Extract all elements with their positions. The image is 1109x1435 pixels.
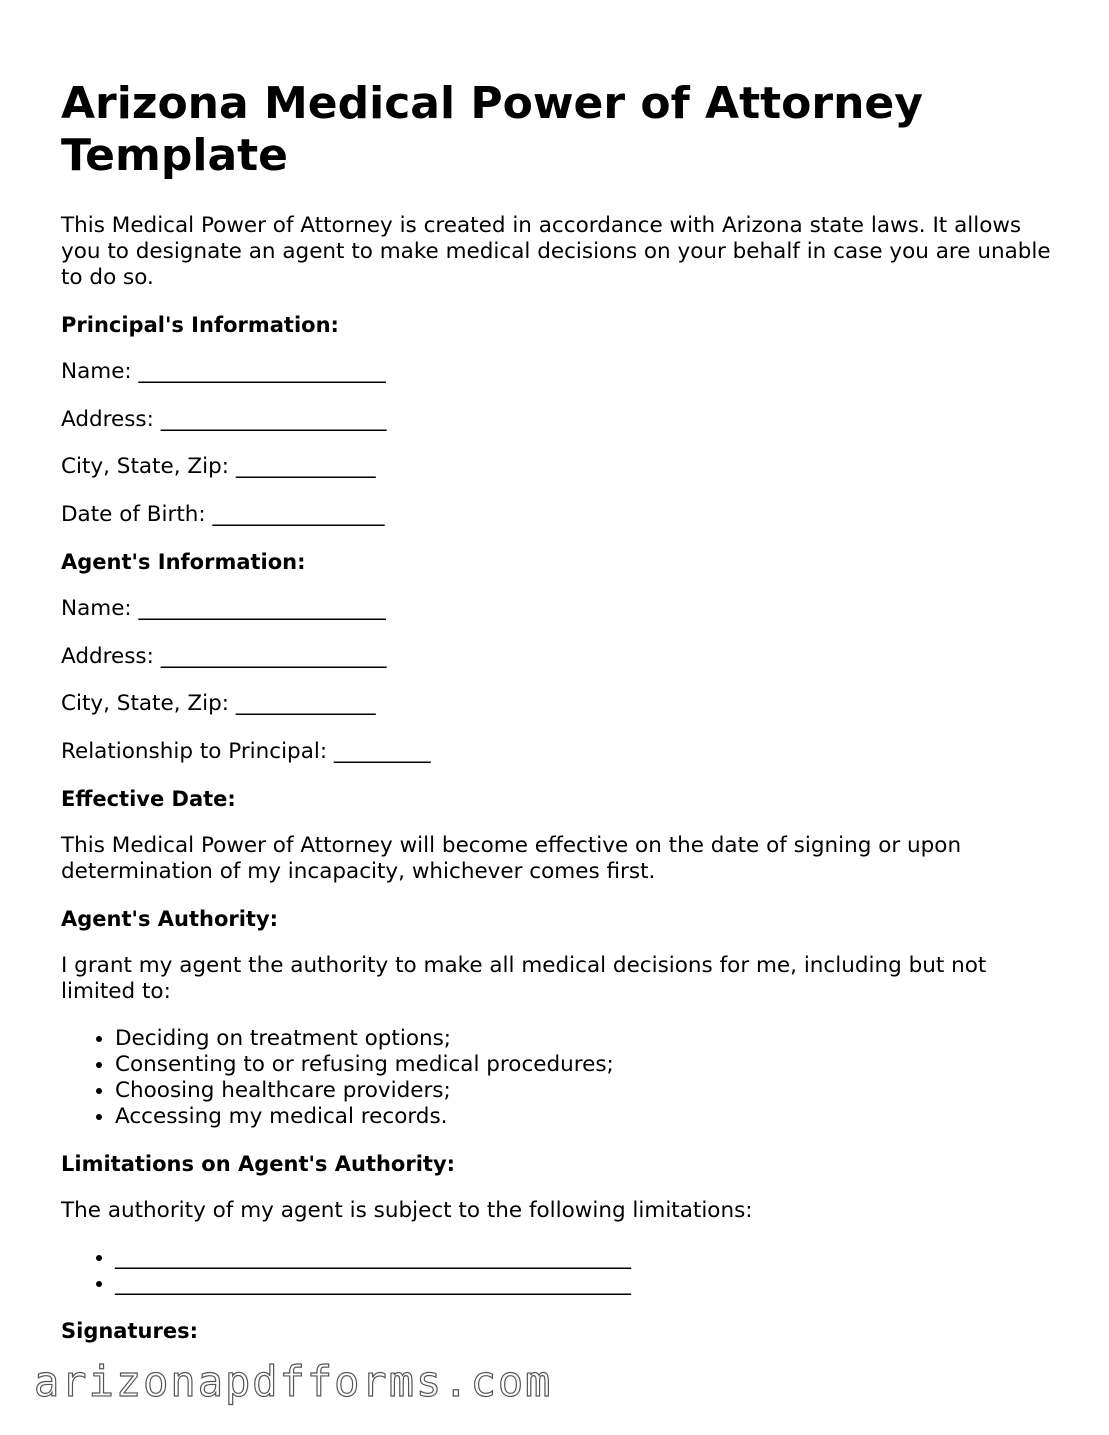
signatures-heading: Signatures: bbox=[61, 1319, 198, 1343]
agent-heading: Agent's Information: bbox=[61, 550, 306, 574]
principal-heading: Principal's Information: bbox=[61, 313, 339, 337]
principal-dob-field: Date of Birth: ________________ bbox=[61, 501, 385, 527]
principal-name-field: Name: _______________________ bbox=[61, 359, 386, 384]
limitations-list bbox=[61, 1245, 1051, 1297]
list-item: • ________________________________________________ bbox=[115, 1245, 1051, 1271]
agent-authority-heading: Agent's Authority: bbox=[61, 907, 279, 931]
effective-date-paragraph: This Medical Power of Attorney will become effective on the date of signing or upon determination of my incapacity, whichever comes first. bbox=[61, 833, 962, 884]
page-title: Arizona Medical Power of Attorney Template bbox=[61, 78, 923, 181]
limitations-paragraph: The authority of my agent is subject to the following limitations: bbox=[61, 1198, 753, 1223]
document-page bbox=[61, 78, 1051, 1365]
list-item: • Consenting to or refusing medical procedures; bbox=[115, 1052, 1051, 1078]
principal-address-field: Address: _____________________ bbox=[61, 406, 387, 432]
principal-city-state-zip-field: City, State, Zip: _____________ bbox=[61, 454, 376, 479]
agent-authority-paragraph: I grant my agent the authority to make all medical decisions for me, including but not limited to: bbox=[61, 953, 987, 1004]
list-item: • Deciding on treatment options; bbox=[115, 1026, 1051, 1052]
effective-date-heading: Effective Date: bbox=[61, 787, 236, 811]
agent-city-state-zip-field: City, State, Zip: _____________ bbox=[61, 691, 376, 716]
intro-paragraph: This Medical Power of Attorney is created in accordance with Arizona state laws. It allows you to designate an agent to make medical decisions on your behalf in case you are unable to do so. bbox=[61, 213, 1051, 290]
agent-name-field: Name: _______________________ bbox=[61, 596, 386, 621]
list-item: • Accessing my medical records. bbox=[115, 1104, 1051, 1130]
authority-list bbox=[61, 1026, 1051, 1130]
agent-relationship-field: Relationship to Principal: _________ bbox=[61, 738, 431, 764]
limitations-heading: Limitations on Agent's Authority: bbox=[61, 1152, 456, 1176]
watermark: arizonapdfforms.com bbox=[34, 1357, 553, 1406]
list-item: • ________________________________________________ bbox=[115, 1271, 1051, 1297]
list-item: • Choosing healthcare providers; bbox=[115, 1078, 1051, 1104]
agent-address-field: Address: _____________________ bbox=[61, 643, 387, 669]
